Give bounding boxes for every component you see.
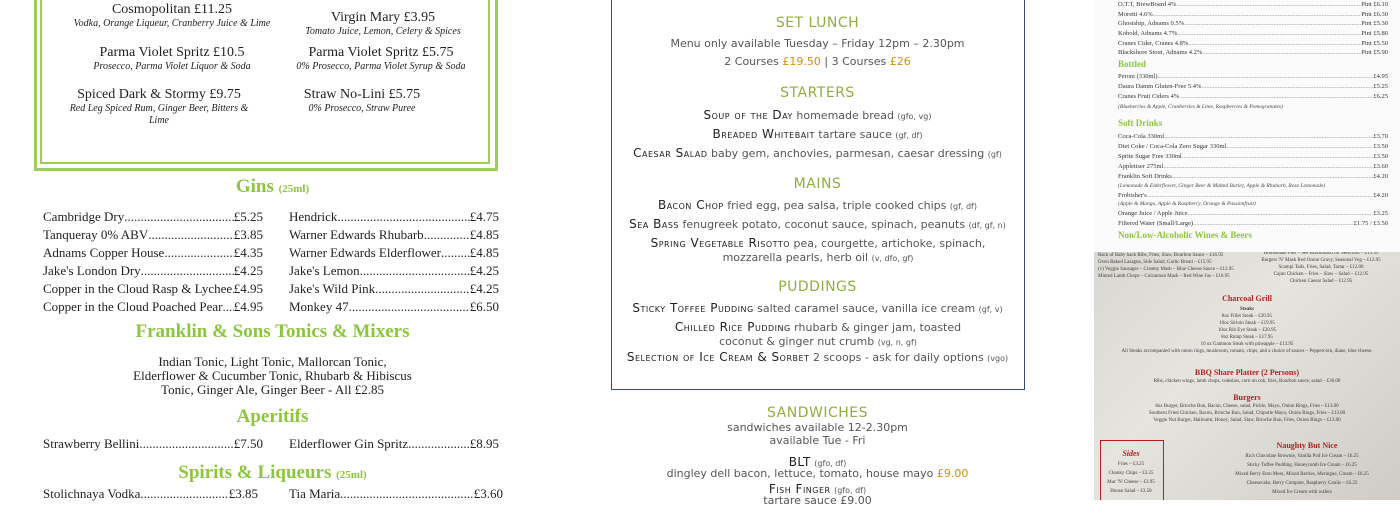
drink-name: Sprite Sugar Free 330ml [1118, 153, 1182, 160]
drink-name: Cranes Cider, Cranes 4.8% [1118, 40, 1189, 47]
dish-tags: (gf, df) [949, 202, 977, 211]
dish-desc: baby gem, anchovies, parmesan, caesar dressing [707, 147, 988, 160]
drink-price: £3.25 [1373, 210, 1388, 217]
drink-price: £5.25 [1373, 83, 1388, 90]
drink-price: Pint £5.80 [1361, 30, 1388, 37]
gin-name: Copper in the Cloud Poached Pear [43, 299, 223, 314]
menu-line: Chunky Chips – £3.25 [1108, 471, 1154, 476]
gin-price: £4.25 [233, 263, 263, 278]
drink-row [1118, 93, 1388, 101]
drink-row [1118, 40, 1388, 48]
spirit-name: Tia Maria [289, 486, 341, 501]
dish-tags: (gf, v) [978, 305, 1003, 314]
gin-row [43, 262, 263, 280]
courses-a: 2 Courses [724, 55, 783, 68]
dish-name: Sea Bass [629, 217, 679, 231]
soft-drinks-title: Soft Drinks [1118, 118, 1163, 128]
gin-price: £4.85 [469, 227, 499, 242]
availability-text: Menu only available Tuesday – Friday 12pm – 2.30pm [670, 37, 965, 50]
drink-name: Daura Damm Gluten-Free 5.4% [1118, 83, 1202, 90]
drink-name: Moretti 4.6% [1118, 11, 1153, 18]
dish-desc: 2 scoops - ask for daily options [809, 351, 988, 364]
drinks-list-photo [1094, 0, 1400, 252]
dish-name: Bacon Chop [657, 198, 724, 212]
gin-name: Warner Edwards Rhubarb [289, 227, 424, 242]
drink-name: Frobisher's [1118, 192, 1147, 199]
photo-menus-panel [1094, 0, 1400, 500]
cocktail-item [281, 45, 481, 73]
soft-note: (Lemonade & Elderflower, Ginger Beer & Malted Barley, Apple & Rhubarb, Rose Lemonade) [1118, 183, 1326, 189]
gin-row [289, 298, 499, 316]
cocktail-name: Virgin Mary £3.95 [330, 10, 436, 25]
puddings-title: PUDDINGS [778, 279, 857, 295]
spirits-unit: (25ml) [336, 469, 367, 481]
gin-price: £4.95 [233, 299, 263, 314]
courses-sep: | 3 Courses [820, 55, 890, 68]
aperitifs-title: Aperitifs [236, 406, 309, 427]
gins-title-text: Gins [235, 176, 274, 197]
tonics-list [0, 355, 545, 397]
gin-row [43, 298, 263, 316]
sides-list [1100, 460, 1162, 496]
drink-row [1118, 173, 1388, 181]
menu-line: 8oz Burger, Brioche Bun, Bacon, Cheese, salad, Pickle, Mayo, Onion Rings, Fries – £13.00 [1155, 404, 1339, 409]
drink-price: Pint £6.10 [1361, 1, 1388, 8]
nonalc-title: Non/Low-Alcoholic Wines & Beers [1118, 230, 1252, 240]
spirit-row [43, 485, 258, 503]
dish-desc: fenugreek potato, coconut sauce, spinach, peanuts [678, 218, 969, 231]
gin-row [289, 244, 499, 262]
cocktail-item [262, 87, 462, 115]
menu-line: (v) Veggie Sausages – Creamy Mash – Blue Cheese Sauce – £12.95 [1098, 267, 1234, 272]
drink-name: O.T.T, BrewBoard 4% [1118, 1, 1177, 8]
platter-title: BBQ Share Platter (2 Persons) [1194, 368, 1300, 377]
menu-line: Cajun Chicken – Fries – Slaw – Salad – £12.95 [1273, 272, 1369, 277]
menu-line: Mac 'N' Cheese – £3.95 [1107, 480, 1155, 485]
grill-title: Charcoal Grill [1222, 294, 1272, 303]
drink-row [1118, 20, 1388, 28]
mains-title: MAINS [793, 176, 842, 192]
drink-name: Cranes Fruit Ciders 4% [1118, 93, 1180, 100]
drink-row [1118, 11, 1388, 19]
gin-name: Copper in the Cloud Rasp & Lychee [43, 281, 233, 296]
dish-item [545, 198, 1090, 212]
dish-tags: (vg, n, gf) [877, 338, 917, 347]
gin-price: £4.35 [233, 245, 263, 260]
drink-row [1118, 1, 1388, 9]
drink-name: Ghostship, Adnams 0.5% [1118, 20, 1185, 27]
menu-line: 8oz Fillet Steak – £20.95 [1221, 314, 1273, 319]
aperitif-name: Strawberry Bellini [43, 436, 140, 451]
tonics-line: Tonic, Ginger Ale, Ginger Beer - All £2.85 [161, 382, 384, 397]
course-prices [545, 55, 1090, 68]
drink-name: Coca-Cola 330ml [1118, 133, 1165, 140]
sandwich-name: BLT [788, 455, 811, 469]
dish-item [633, 236, 1003, 266]
gin-price: £6.50 [469, 299, 499, 314]
aperitif-name: Elderflower Gin Spritz [289, 436, 409, 451]
cocktail-desc: Vodka, Orange Liqueur, Cranberry Juice & Lime [73, 18, 271, 29]
cocktail-desc: 0% Prosecco, Parma Violet Syrup & Soda [296, 61, 466, 72]
cocktail-item [72, 45, 272, 73]
gins-title [0, 176, 545, 198]
platter-line: Ribs, chicken wings, lamb chops, coleslaw, corn on cob, fries, Bourbon sauce, salad – £30.00 [1153, 379, 1341, 384]
dish-name: Selection of Ice Cream & Sorbet [626, 350, 810, 364]
nice-title: Naughty But Nice [1276, 441, 1338, 450]
grill-list [1104, 313, 1390, 355]
dish-item [545, 350, 1090, 364]
spirit-price: £3.85 [228, 486, 258, 501]
drink-row [1118, 143, 1388, 151]
gin-row [43, 208, 263, 226]
menu-line: 10 oz Gammon Steak with pineapple – £13.95 [1200, 342, 1294, 347]
dish-name: Chilled Rice Pudding [674, 320, 791, 334]
menu-line: Mixed Ice Cream with wafers [1272, 490, 1332, 495]
drink-name: Franklin Soft Drinks [1118, 173, 1172, 180]
drink-price: £3.60 [1373, 163, 1388, 170]
dish-item [545, 108, 1090, 122]
gin-price: £4.25 [469, 281, 499, 296]
sandwiches-days: available Tue - Fri [769, 434, 866, 447]
drink-price: Pint £5.90 [1361, 49, 1388, 56]
drink-row [1118, 133, 1388, 141]
gin-row [289, 280, 499, 298]
gin-name: Jake's London Dry [43, 263, 141, 278]
menu-line: Minted Lamb Chops – Colcannon Mash – Red Wine Jus – £16.95 [1098, 274, 1230, 279]
sandwich-desc: tartare sauce £9.00 [763, 494, 872, 507]
drink-name: Blackshore Stout, Adnams 4.2% [1118, 49, 1203, 56]
drink-price: £4.95 [1373, 73, 1388, 80]
menu-line: All Steaks accompanied with onion rings, mushroom, tomato, chips, and a choice of sauces – Peppercorn, diane, blue cheese. [1121, 349, 1373, 354]
drink-price: £6.25 [1373, 93, 1388, 100]
dish-tags: (df, gf, n) [968, 221, 1006, 230]
dish-name: Caesar Salad [633, 146, 708, 160]
cocktail-name: Parma Violet Spritz £5.75 [308, 45, 454, 60]
drink-price: Pint £5.50 [1361, 40, 1388, 47]
cocktail-name: Cosmopolitan £11.25 [111, 2, 233, 17]
sides-title: Sides [1122, 449, 1140, 458]
menu-line: Sticky Toffee Pudding, Honeycomb Ice Cream – £6.25 [1247, 463, 1357, 468]
menu-line: Burgers 'N' Mash Red Onion Gravy, Seasonal Veg – £12.95 [1261, 258, 1381, 263]
menu-line: Chicken Caesar Salad – £12.95 [1289, 279, 1353, 284]
gin-name: Jake's Wild Pink [289, 281, 376, 296]
dish-tags: (gf, df) [895, 131, 923, 140]
drink-price: £3.50 [1373, 153, 1388, 160]
sandwich-name: Fish Finger [768, 482, 831, 496]
gin-name: Jake's Lemon [289, 263, 360, 278]
cocktail-name: Parma Violet Spritz £10.5 [99, 45, 245, 60]
drink-price: £3.70 [1373, 133, 1388, 140]
set-lunch-title: SET LUNCH [775, 15, 860, 31]
dish-item [545, 217, 1090, 231]
sandwiches-hours: sandwiches available 12-2.30pm [727, 421, 908, 434]
menu-line: House Salad – £3.50 [1110, 489, 1152, 494]
drink-name: Kobold, Adnams 4.7% [1118, 30, 1178, 37]
dish-name: Spring Vegetable Risotto [650, 236, 791, 250]
dish-desc: tartare sauce [814, 128, 896, 141]
starters-title: STARTERS [780, 85, 855, 101]
dish-name: Breaded Whitebait [712, 127, 815, 141]
menu-line: Fries – £3.25 [1117, 462, 1145, 467]
courses-a-price: £19.50 [782, 55, 821, 68]
drink-row [1118, 163, 1388, 171]
drink-name: Appletiser 275ml [1118, 163, 1164, 170]
gin-price: £4.75 [469, 209, 499, 224]
cocktail-desc: Prosecco, Parma Violet Liquor & Soda [93, 61, 251, 72]
dish-tags: (v, dfo, gf) [871, 254, 914, 263]
dish-item [545, 127, 1090, 141]
cocktail-item [72, 2, 272, 30]
gin-name: Hendrick [289, 209, 338, 224]
dish-tags: (gfo, vg) [897, 112, 932, 121]
cocktail-desc: 0% Prosecco, Straw Puree [308, 103, 416, 114]
aperitif-price: £8.95 [469, 436, 499, 451]
gin-price: £4.95 [233, 281, 263, 296]
menu-line: Southern Fried Chicken, Bacon, Brioche Bun, Salad, Chipotle Mayo, Onion Rings, Fries – £13.00 [1148, 411, 1346, 416]
drink-row [1118, 49, 1388, 57]
dish-tags: (gf) [987, 150, 1002, 159]
dish-desc: salted caramel sauce, vanilla ice cream [753, 302, 979, 315]
drink-price: £4.20 [1373, 192, 1388, 199]
gins-list-left [43, 208, 263, 316]
drink-row [1118, 73, 1388, 81]
drink-price: Pint £5.30 [1361, 20, 1388, 27]
drinks-menu-panel [0, 0, 545, 500]
dish-tags: (vgo) [987, 354, 1009, 363]
drink-row [1118, 220, 1388, 228]
menu-line: Cheesecake, Berry Compote, Raspberry Coulis – £6.25 [1246, 481, 1358, 486]
spirit-name: Stolichnaya Vodka [43, 486, 141, 501]
drink-name: Peroni (330ml) [1118, 73, 1158, 80]
bottled-note: (Blueberries & Apple, Cranberries & Lime, Raspberries & Pomegranates) [1118, 104, 1283, 110]
gin-name: Cambridge Dry [43, 209, 125, 224]
mains-lines-right [1246, 252, 1396, 285]
drink-row [1118, 192, 1388, 200]
bottled-title: Bottled [1118, 59, 1146, 69]
dish-desc: homemade bread [792, 109, 898, 122]
aperitif-row [43, 435, 263, 453]
burgers-title: Burgers [1233, 393, 1261, 402]
cocktail-name: Spiced Dark & Stormy £9.75 [77, 87, 241, 102]
aperitif-price: £7.50 [233, 436, 263, 451]
nice-list [1204, 452, 1400, 497]
gin-row [43, 244, 263, 262]
spirit-price: £3.60 [473, 486, 503, 501]
drink-row [1118, 30, 1388, 38]
drink-row [1118, 153, 1388, 161]
gin-price: £4.85 [469, 245, 499, 260]
gin-row [43, 280, 263, 298]
drink-row [1118, 210, 1388, 218]
drink-price: £3.50 [1373, 143, 1388, 150]
gin-name: Monkey 47 [289, 299, 349, 314]
gin-row [43, 226, 263, 244]
tonics-line: Elderflower & Cucumber Tonic, Rhubarb & Hibiscus [133, 368, 412, 383]
cocktail-desc: Red Leg Spiced Rum, Ginger Beer, Bitters & Lime [69, 103, 249, 126]
drink-price: Pint £6.30 [1361, 11, 1388, 18]
menu-line: Oven Baked Lasagne, Side Salad, Garlic Bread – £15.95 [1098, 260, 1212, 265]
cocktail-desc: Tomato Juice, Lemon, Celery & Spices [305, 26, 461, 37]
cocktail-item [283, 10, 483, 38]
sandwich-price: £9.00 [936, 467, 969, 480]
spirit-row [289, 485, 503, 503]
gin-price: £4.25 [469, 263, 499, 278]
menu-line: Rich Chocolate Brownie, Vanilla Pod Ice Cream – £6.25 [1245, 454, 1359, 459]
gin-row [289, 262, 499, 280]
mains-lines-left [1098, 252, 1243, 280]
gins-list-right [289, 208, 499, 316]
drink-name: Filtered Water (Small/Large) [1118, 220, 1194, 227]
drink-name: Diet Coke / Coca-Cola Zero Sugar 330ml [1118, 143, 1227, 150]
dish-item [545, 146, 1090, 160]
cocktail-name: Straw No-Lini £5.75 [303, 87, 421, 102]
gin-price: £3.85 [233, 227, 263, 242]
menu-line: 10oz Rib Eye Steak – £20.95 [1217, 328, 1277, 333]
gins-unit: (25ml) [278, 183, 310, 195]
gin-price: £5.25 [233, 209, 263, 224]
spirits-title [0, 462, 545, 484]
sandwich-desc-text: dingley dell bacon, lettuce, tomato, house mayo [666, 467, 937, 480]
grill-sub: Steaks [1240, 307, 1254, 312]
gin-name: Warner Edwards Elderflower [289, 245, 441, 260]
sandwiches-title: SANDWICHES [767, 405, 868, 421]
gin-name: Tanqueray 0% ABV [43, 227, 149, 242]
aperitif-row [289, 435, 499, 453]
drink-row [1118, 83, 1388, 91]
drink-name: Orange Juice / Apple Juice [1118, 210, 1188, 217]
dish-desc: rhubarb & ginger jam, toasted coconut & ginger nut crumb [719, 321, 962, 348]
drink-price: £4.20 [1373, 173, 1388, 180]
gin-name: Adnams Copper House [43, 245, 165, 260]
gin-row [289, 208, 499, 226]
tonics-title: Franklin & Sons Tonics & Mixers [135, 321, 410, 342]
menu-line: Scampi Tails, Fries, Salad, Tartar – £12.00 [1278, 265, 1364, 270]
dish-desc: fried egg, pea salsa, triple cooked chips [723, 199, 950, 212]
menu-line: Rack of Baby back Ribs, Fries, Slaw, Bourbon Sauce – £16.95 [1098, 253, 1224, 258]
dish-name: Sticky Toffee Pudding [632, 301, 754, 315]
menu-line: Veggie Nut Burger, Halloumi, Honey, Salad, Slaw, Brioche Bun, Fries, Onion Rings – £13.00 [1153, 418, 1341, 423]
dish-item [545, 301, 1090, 315]
cocktail-item [59, 87, 259, 127]
frob-note: (Apple & Mango, Apple & Raspberry, Orange & Passionfruit) [1118, 201, 1256, 207]
menu-line: 8oz Rump Steak – £17.95 [1221, 335, 1273, 340]
spirits-title-text: Spirits & Liqueurs [178, 462, 332, 483]
menu-line: Homemade Pies – See Blackboard for Selection – £15.95 [1263, 252, 1379, 256]
sandwich-desc [545, 467, 1090, 480]
dish-name: Soup of the Day [703, 108, 793, 122]
burgers-list [1094, 403, 1400, 424]
sandwich-tags: (gfo, df) [814, 459, 847, 468]
courses-b-price: £26 [889, 55, 911, 68]
menu-line: Mixed Berry Eton Mess, Mixed Berries, Meringue, Cream – £6.25 [1235, 472, 1369, 477]
tonics-line: Indian Tonic, Light Tonic, Mallorcan Tonic, [158, 354, 387, 369]
gin-row [289, 226, 499, 244]
drink-price: £1.75 / £3.50 [1353, 220, 1388, 227]
dish-item [663, 320, 973, 350]
food-menu-photo [1094, 252, 1400, 500]
dish-desc: pea, courgette, artichoke, spinach, mozzarella pearls, herb oil [722, 237, 986, 264]
sandwich-tags: (gfo, df) [834, 486, 867, 495]
menu-line: 10oz Sirloin Steak – £19.95 [1219, 321, 1275, 326]
set-lunch-panel [545, 0, 1090, 507]
